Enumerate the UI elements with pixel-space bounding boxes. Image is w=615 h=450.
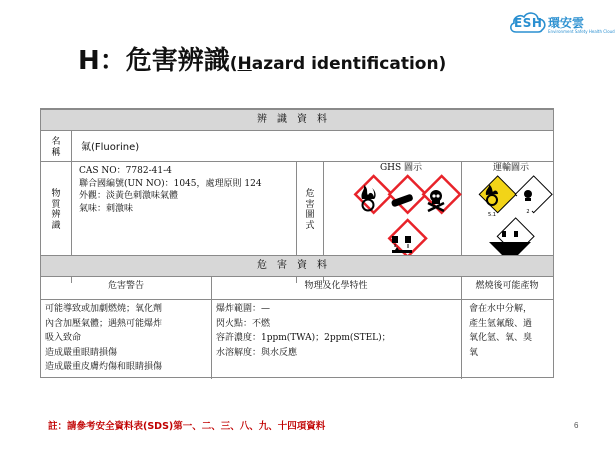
name-label: 名 稱 — [51, 137, 61, 158]
properties-column-header: 物理及化學特性 — [304, 281, 368, 291]
identity-line: 聯合國編號(UN NO)：1045，處理原則 124 — [79, 178, 262, 189]
row-divider — [41, 161, 553, 162]
gas-cylinder-icon — [389, 176, 426, 213]
warning-line: 內含加壓氣體；遇熱可能爆炸 — [45, 318, 163, 329]
combustion-line: 氧 — [469, 347, 479, 358]
property-line: 水溶解度：與水反應 — [216, 347, 298, 358]
ghs-label: GHS 圖示 — [379, 163, 423, 173]
identity-line: 外觀：淡黃色刺激味氣體 — [79, 191, 179, 201]
warning-line: 造成嚴重皮膚灼傷和眼睛損傷 — [45, 362, 163, 372]
identity-details — [79, 165, 262, 215]
property-line: 爆炸範圍：— — [216, 304, 271, 314]
transport-label: 運輸圖示 — [492, 163, 529, 173]
combustion-column-header: 燃燒後可能產物 — [475, 281, 539, 291]
property-line: 容許濃度：1ppm(TWA)；2ppm(STEL)； — [216, 333, 391, 343]
hazard-warning-list — [45, 302, 162, 375]
identification-data-header: 辨識資料 — [41, 109, 553, 131]
hazard-identification-table — [40, 108, 554, 378]
page-title — [78, 40, 446, 74]
page-number: 6 — [574, 421, 579, 430]
combustion-line: 氧化氫、氧、臭 — [469, 333, 533, 343]
identity-line: CAS NO：7782-41-4 — [79, 166, 172, 176]
warning-line: 可能導致或加劇燃燒；氧化劑 — [45, 304, 163, 314]
warning-line: 吸入致命 — [45, 333, 82, 343]
warning-column-header: 危害警告 — [107, 281, 144, 291]
hazard-pictogram-label: 危 害 圖 式 — [305, 189, 315, 231]
warning-line: 造成嚴重眼睛損傷 — [45, 347, 118, 358]
title-subtitle: (Hazard identification) — [229, 54, 447, 74]
corrosion-icon — [389, 220, 426, 257]
logo-esh-text: ESH — [514, 16, 543, 30]
combustion-products-list — [469, 302, 532, 360]
hazard-data-header: 危害資料 — [41, 255, 553, 277]
identity-label: 物 質 辨 識 — [51, 189, 61, 231]
row-divider — [41, 299, 553, 300]
property-line: 閃火點：不燃 — [216, 318, 271, 329]
transport-class-number: 2 — [526, 209, 530, 215]
title-main: H：危害辨識 — [78, 46, 230, 76]
logo-name-text: 環安雲 — [548, 16, 585, 30]
oxidizer-transport-icon — [479, 176, 516, 218]
combustion-line: 會在水中分解， — [469, 304, 533, 314]
transport-class-number: 5.1 — [488, 212, 496, 218]
combustion-line: 產生氫氟酸、過 — [469, 318, 533, 329]
logo-subtitle: Environment Safety Health Cloud — [548, 29, 615, 34]
skull-crossbones-icon — [423, 176, 460, 213]
properties-list — [216, 302, 391, 360]
identity-line: 氣味：刺激味 — [79, 203, 134, 214]
name-value: 氟(Fluorine) — [81, 142, 140, 153]
sds-reference-note: 註：請參考安全資料表(SDS)第一、二、三、八、九、十四項資料 — [48, 421, 326, 432]
esh-logo — [508, 10, 615, 38]
gas-transport-icon — [513, 176, 552, 215]
flame-over-circle-icon — [355, 176, 392, 213]
